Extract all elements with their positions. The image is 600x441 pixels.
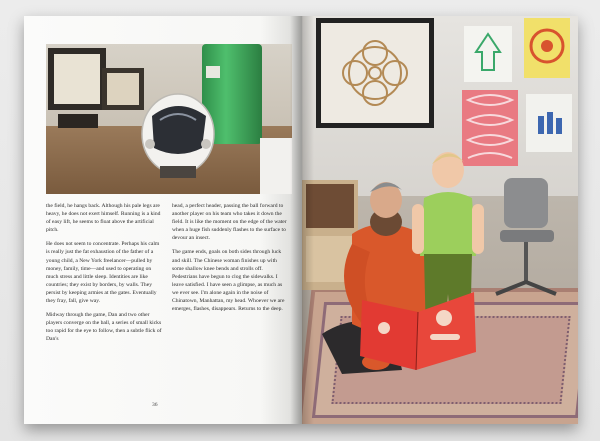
- yellow-print: [524, 18, 570, 78]
- paragraph: Midway through the game, Dan and two other players converge on the ball, a series of small kicks too rapid for the eye to follow, then a subtle flick of Dan's: [46, 312, 162, 343]
- bottles-print: [526, 94, 572, 152]
- right-page-photo: [302, 16, 578, 424]
- body-text-column-1: [46, 202, 162, 350]
- studio-still-life-photo: [46, 44, 292, 194]
- paragraph: head, a perfect header, passing the ball forward to another player on his team who takes it down the field. It is like the moment on the edge of the water when a huge fish suddenly flashes to the surface to devour an insect.: [172, 203, 287, 242]
- paragraph: He does not seem to concentrate. Perhaps his calm is really just the fat exhaustion of the father of a young child, a New York freelancer—pulled by money, family, time—and used to operating on much stress and little sleep. Identities are like countries; they exist by borders, by walls. They persist by keeping armies at the gates. Eventually they fray, fall, give way.: [46, 241, 160, 305]
- body-text-column-2: [172, 202, 288, 319]
- open-magazine-spread: [24, 16, 578, 424]
- framed-ornament-print: [316, 18, 434, 128]
- space-helmet-icon: [136, 90, 220, 182]
- paragraph: the field, he hangs back. Although his pale legs are heavy, he does not exert himself. Running is a kind of easy lift, he seems to float above the artificial pitch.: [46, 203, 161, 234]
- framed-artwork: [48, 48, 106, 110]
- white-box: [260, 138, 292, 194]
- green-print: [464, 26, 512, 82]
- page-number: 36: [152, 402, 158, 408]
- office-chair: [488, 168, 562, 308]
- dark-plaque: [58, 114, 98, 128]
- left-page: [24, 16, 302, 424]
- paragraph: The game ends, goals on both sides through luck and skill. The Chinese woman finishes up with some shallow knee bends and strolls off. Pedestrians have begun to clog the sidewalks. I leave satisfied. I have seen a glimpse, as much as we ever see. I'm alone again in the noise of Chinatown, Manhattan, my head. Whoever we are emerges, flashes, disappears. Returns to the deep.: [172, 249, 285, 313]
- magazine-icon: [358, 282, 478, 374]
